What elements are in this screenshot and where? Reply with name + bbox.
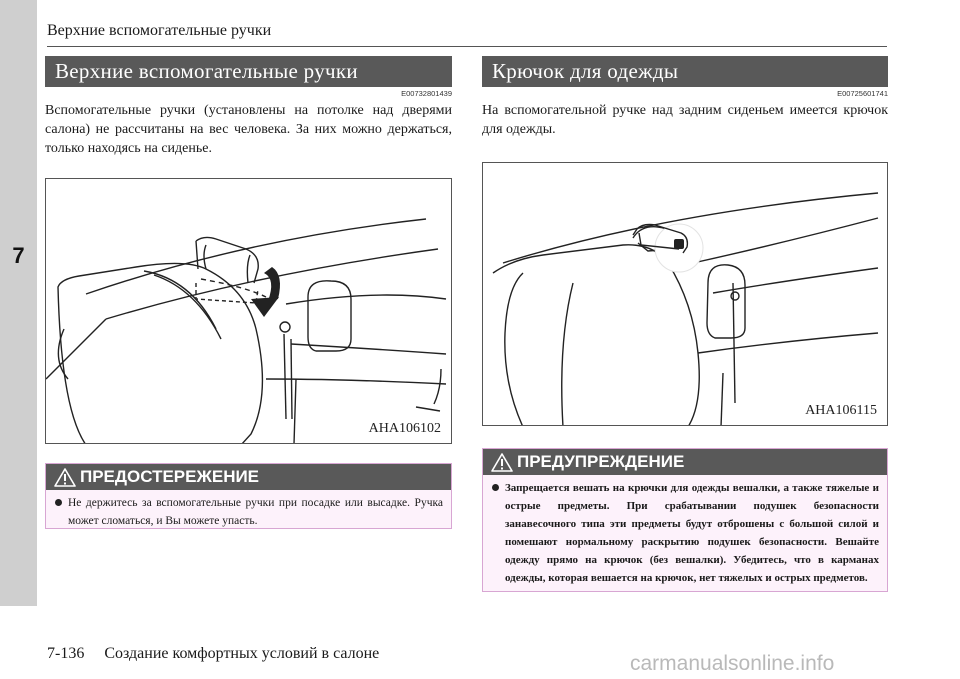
warning-triangle-icon [54,468,76,487]
caution-title-bar [46,464,451,490]
warning-triangle-icon [491,453,513,472]
figure-grab-handle [45,178,452,444]
chapter-title: Создание комфортных условий в салоне [104,645,380,662]
warning-text: Запрещается вешать на крючки для одежды вешалки, а также тяжелые и острые предметы. При срабатывании подушек безопасности занавесочного типа эти предметы будут отброшены с большой силой и помешают нормальному раскрытию подушек безопасности. Вешайте одежду прямо на крючок (без вешалки). Убедитесь, что в карманах одежды, которая вешается на крючок, нет тяжелых и острых предметов. [505,482,879,584]
section-body-text: Вспомогательные ручки (установлены на потолке над дверями салона) не рассчитаны на вес человека. За них можно держаться, только находясь на сиденье. [45,103,452,156]
coat-hook-illustration [483,163,888,426]
watermark: carmanualsonline.info [630,652,835,675]
figure-label: AHA106102 [368,421,441,436]
section-title-coat-hook: Крючок для одежды [482,56,888,87]
side-strip [0,0,37,606]
running-header: Верхние вспомогательные ручки [47,22,272,39]
caution-item [46,490,451,536]
chapter-number: 7 [12,243,25,268]
bullet-icon [492,484,499,491]
warning-title-bar [483,449,887,475]
page-number: 7-136 [47,645,85,662]
section-title-grab-handles: Верхние вспомогательные ручки [45,56,452,87]
caution-box [45,463,452,529]
caution-title: ПРЕДОСТЕРЕЖЕНИЕ [80,467,260,486]
warning-title: ПРЕДУПРЕЖДЕНИЕ [517,452,685,471]
grab-handle-illustration [46,179,452,444]
figure-label: AHA106115 [805,403,877,418]
section-code: E00732801439 [401,89,452,98]
bullet-icon [55,499,62,506]
section-body-text: На вспомогательной ручке над задним сиденьем имеется крючок для одежды. [482,103,888,137]
header-rule [47,46,887,47]
page-footer [47,645,379,663]
warning-item [483,475,887,593]
warning-box [482,448,888,592]
section-code: E00725601741 [837,89,888,98]
figure-coat-hook [482,162,888,426]
caution-text: Не держитесь за вспомогательные ручки при посадке или высадке. Ручка может сломаться, и Вы можете упасть. [68,497,443,527]
